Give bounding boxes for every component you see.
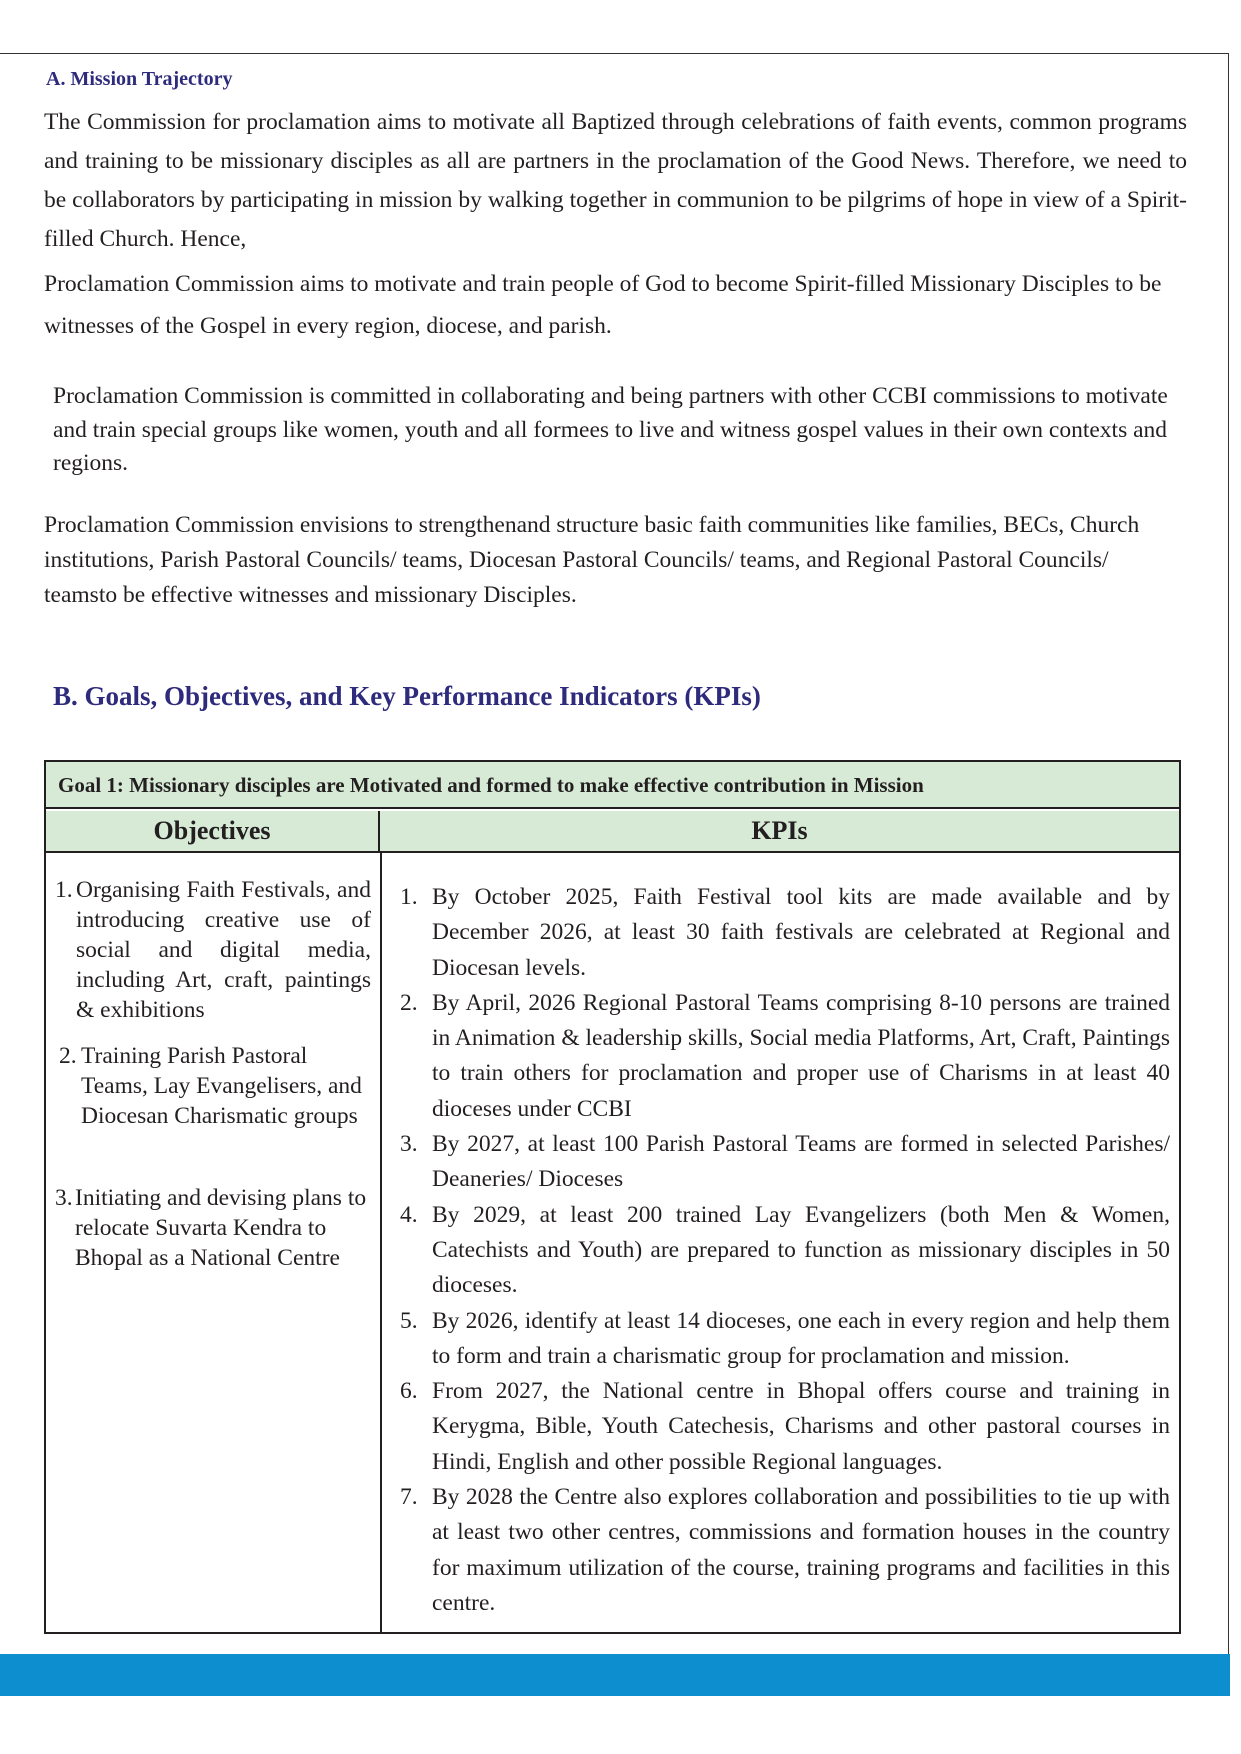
section-a-heading: A. Mission Trajectory (46, 68, 233, 90)
kpi-item (382, 880, 1182, 986)
kpi-item (382, 1304, 1182, 1375)
kpi-number: 6. (400, 1378, 418, 1405)
objective-number: 1. (55, 877, 73, 903)
kpi-number: 3. (400, 1131, 418, 1158)
objective-text: Organising Faith Festivals, and introducing creative use of social and digital media, including Art, craft, paintings & exhibitions (76, 877, 371, 1023)
kpi-text: By 2026, identify at least 14 dioceses, one each in every region and help them to form and train a charismatic group for proclamation and mission. (432, 1307, 1170, 1369)
objective-text: Training Parish Pastoral Teams, Lay Evangelisers, and Diocesan Charismatic groups (81, 1043, 362, 1129)
kpi-item (382, 1480, 1182, 1621)
kpi-number: 4. (400, 1201, 418, 1228)
kpis-column-header: KPIs (380, 811, 1179, 853)
kpi-text: By 2029, at least 200 trained Lay Evangelizers (both Men & Women, Catechists and Youth) are prepared to function as missionary disciples in 50 dioceses. (432, 1201, 1170, 1299)
kpi-item (382, 1127, 1182, 1198)
kpi-number: 7. (400, 1484, 418, 1511)
kpi-item (382, 1198, 1182, 1304)
kpi-text: By 2027, at least 100 Parish Pastoral Teams are formed in selected Parishes/ Deaneries/ Dioceses (432, 1131, 1170, 1193)
objective-item (55, 875, 371, 1025)
footer-bar (0, 1654, 1230, 1696)
kpi-text: By 2028 the Centre also explores collaboration and possibilities to tie up with at least two other centres, commissions and formation houses in the country for maximum utilization of the course, training programs and facilities in this centre. (432, 1484, 1170, 1616)
kpi-number: 2. (400, 989, 418, 1016)
objectives-column-header: Objectives (46, 811, 380, 853)
mission-paragraph-4: Proclamation Commission envisions to strengthenand structure basic faith communities like families, BECs, Church institutions, Parish Pastoral Councils/ teams, Diocesan Pastoral Councils/ teams, and Regional Pastoral Councils/ teamsto be effective witnesses and missionary Disciples. (44, 512, 1140, 608)
objective-text: Initiating and devising plans to relocate Suvarta Kendra to Bhopal as a National Centre (75, 1185, 367, 1271)
kpi-text: From 2027, the National centre in Bhopal offers course and training in Kerygma, Bible, Youth Catechesis, Charisms and other pastoral courses in Hindi, English and other possible Regional languages. (432, 1378, 1170, 1475)
objective-number: 3. (55, 1185, 73, 1211)
objective-item (55, 1183, 371, 1273)
goals-table (44, 760, 1181, 1634)
kpi-item (382, 986, 1182, 1127)
kpi-item (382, 1374, 1182, 1480)
kpi-text: By October 2025, Faith Festival tool kits are made available and by December 2026, at least 30 faith festivals are celebrated at Regional and Diocesan levels. (432, 884, 1170, 981)
section-b-heading: B. Goals, Objectives, and Key Performance Indicators (KPIs) (53, 681, 761, 711)
objective-item (59, 1041, 371, 1131)
mission-paragraph-3: Proclamation Commission is committed in collaborating and being partners with other CCBI commissions to motivate and train special groups like women, youth and all formees to live and witness gospel values in their own contexts and regions. (53, 383, 1168, 476)
objective-number: 2. (59, 1043, 77, 1069)
goal-title: Goal 1: Missionary disciples are Motivated and formed to make effective contribution in Mission (46, 762, 1179, 809)
kpi-number: 1. (400, 884, 418, 910)
kpi-list (382, 880, 1182, 1621)
mission-paragraph-2: Proclamation Commission aims to motivate and train people of God to become Spirit-filled Missionary Disciples to be witnesses of the Gospel in every region, diocese, and parish. (44, 271, 1162, 339)
kpi-text: By April, 2026 Regional Pastoral Teams comprising 8-10 persons are trained in Animation & leadership skills, Social media Platforms, Art, Craft, Paintings to train others for proclamation and proper use of Charisms in at least 40 dioceses under CCBI (432, 989, 1170, 1122)
kpi-number: 5. (400, 1307, 418, 1334)
mission-paragraph-1: The Commission for proclamation aims to motivate all Baptized through celebrations of faith events, common programs and training to be missionary disciples as all are partners in the proclamation of the Good News. Therefore, we need to be collaborators by participating in mission by walking together in communion to be pilgrims of hope in view of a Spirit-filled Church. Hence, (44, 109, 1187, 252)
